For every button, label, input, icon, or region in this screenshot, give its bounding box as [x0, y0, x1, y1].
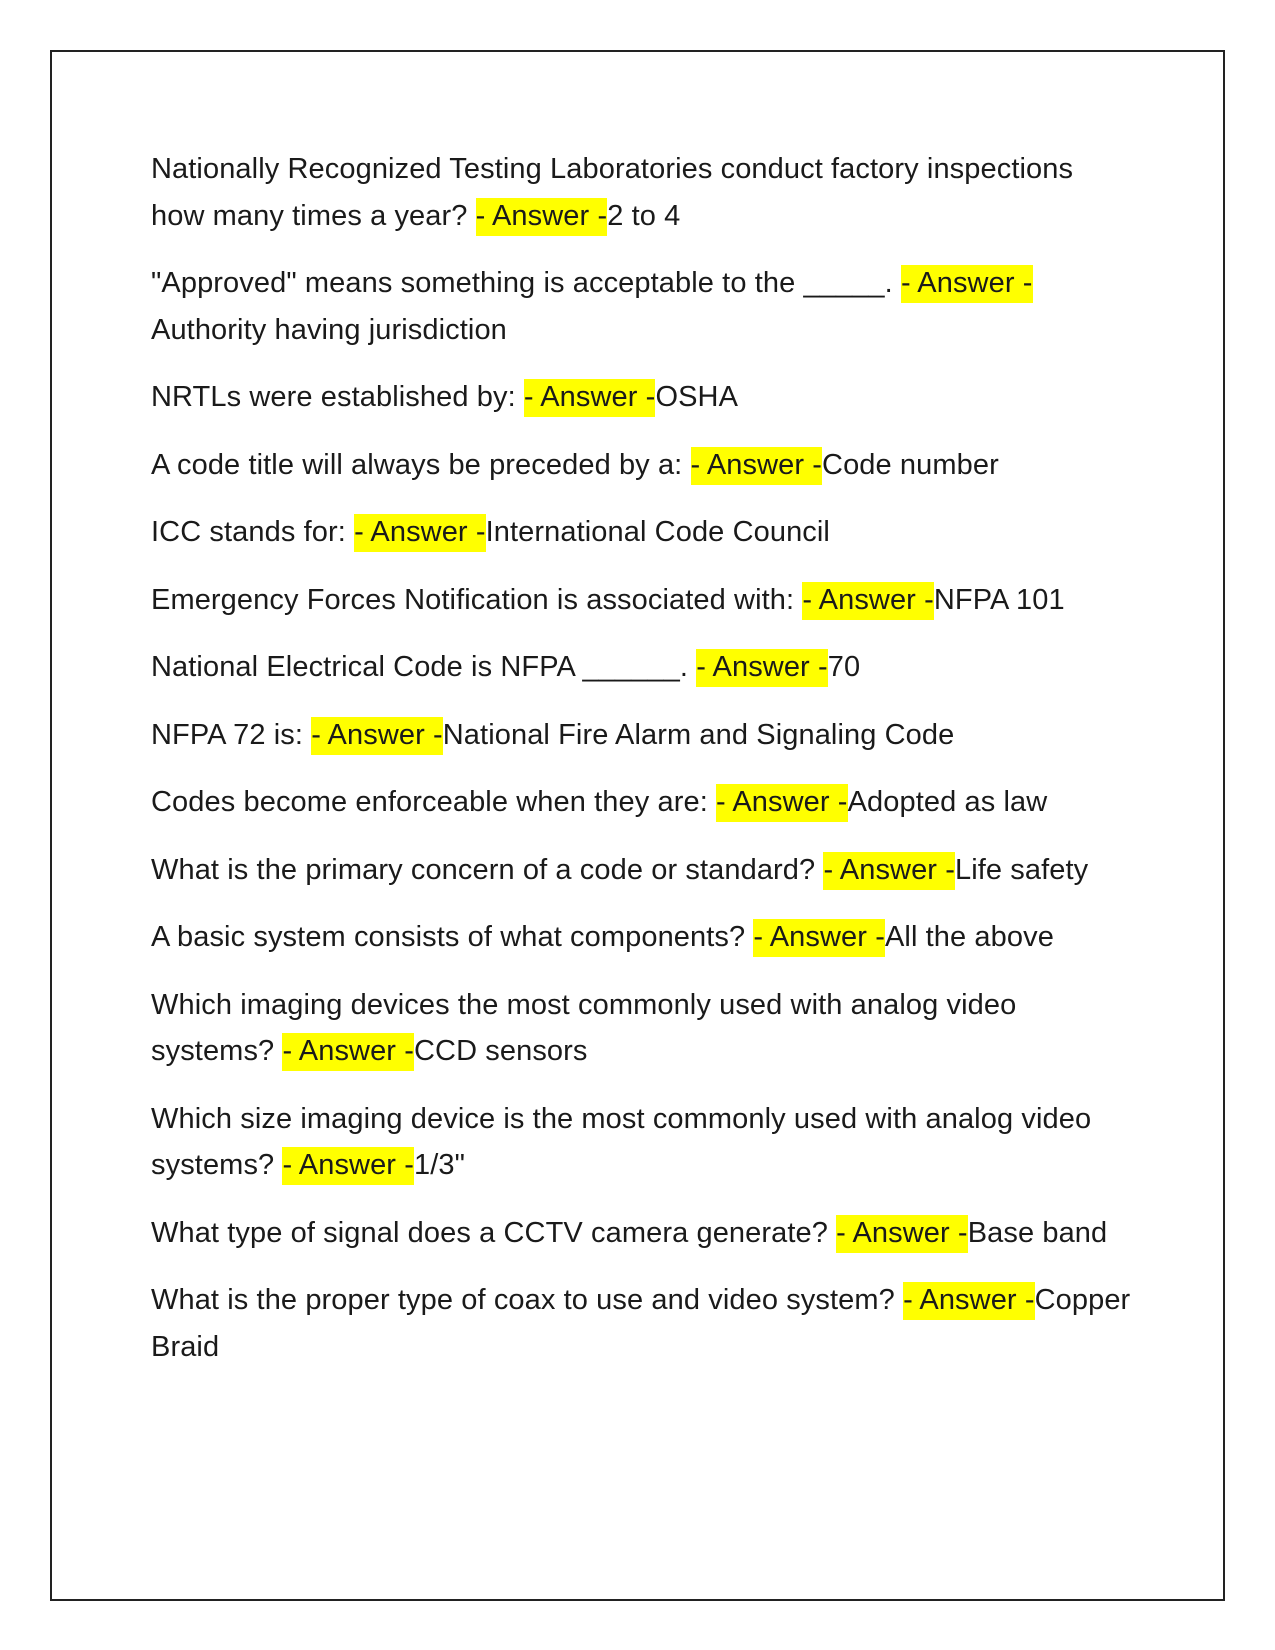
qa-item [151, 442, 1131, 489]
qa-item [151, 509, 1131, 556]
answer-marker-highlight: - Answer - [691, 447, 823, 485]
question-text: Emergency Forces Notification is associated with: [151, 583, 795, 616]
answer-text: Authority having jurisdiction [151, 313, 507, 346]
answer-marker-highlight: - Answer - [716, 784, 848, 822]
answer-marker-highlight: - Answer - [282, 1147, 414, 1185]
answer-marker-highlight: - Answer - [901, 265, 1033, 303]
answer-marker-highlight: - Answer - [903, 1282, 1035, 1320]
answer-marker-highlight: - Answer - [311, 717, 443, 755]
question-text: Which imaging devices the most commonly used with analog video systems? [151, 988, 1017, 1067]
question-text: ICC stands for: [151, 516, 346, 548]
answer-marker-highlight: - Answer - [802, 582, 934, 620]
qa-item [151, 1096, 1131, 1189]
question-text: "Approved" means something is acceptable to the _____. [151, 267, 893, 299]
answer-text: Copper Braid [151, 1284, 1131, 1363]
answer-marker-highlight: - Answer - [282, 1033, 414, 1071]
qa-list [151, 146, 1131, 1391]
answer-marker-highlight: - Answer - [354, 514, 486, 552]
question-text: Nationally Recognized Testing Laboratories conduct factory inspections how many times a year? [151, 153, 1074, 232]
answer-text: National Fire Alarm and Signaling Code [442, 718, 955, 751]
question-text: What is the proper type of coax to use and video system? [151, 1284, 895, 1316]
answer-marker-highlight: - Answer - [836, 1215, 968, 1253]
qa-item [151, 1210, 1131, 1257]
answer-text: All the above [884, 921, 1054, 953]
answer-text: OSHA [655, 381, 739, 413]
question-text: Codes become enforceable when they are: [151, 786, 708, 818]
qa-item [151, 847, 1131, 894]
question-text: Which size imaging device is the most commonly used with analog video systems? [151, 1102, 1092, 1181]
answer-text: Code number [822, 448, 999, 481]
qa-item [151, 644, 1131, 691]
question-text: What type of signal does a CCTV camera generate? [151, 1216, 828, 1249]
answer-text: 70 [827, 651, 861, 683]
question-text: National Electrical Code is NFPA ______. [151, 651, 689, 683]
qa-item [151, 577, 1131, 624]
answer-text: NFPA 101 [933, 583, 1065, 616]
answer-marker-highlight: - Answer - [476, 198, 608, 236]
qa-item [151, 374, 1131, 421]
qa-item [151, 982, 1131, 1075]
question-text: A code title will always be preceded by a: [151, 448, 683, 481]
answer-text: Life safety [954, 853, 1089, 886]
qa-item [151, 914, 1131, 961]
answer-marker-highlight: - Answer - [753, 919, 885, 957]
answer-text: International Code Council [485, 516, 830, 548]
answer-text: Adopted as law [847, 786, 1048, 818]
qa-item [151, 712, 1131, 759]
answer-text: CCD sensors [413, 1035, 588, 1067]
answer-marker-highlight: - Answer - [524, 379, 656, 417]
answer-marker-highlight: - Answer - [823, 852, 955, 890]
qa-item [151, 779, 1131, 826]
qa-item [151, 146, 1131, 239]
question-text: NFPA 72 is: [151, 718, 304, 751]
question-text: NRTLs were established by: [151, 381, 516, 413]
question-text: A basic system consists of what components? [151, 921, 746, 953]
answer-text: 2 to 4 [607, 199, 681, 232]
qa-item [151, 260, 1131, 353]
qa-item [151, 1277, 1131, 1370]
question-text: What is the primary concern of a code or standard? [151, 853, 816, 886]
answer-text: Base band [967, 1216, 1108, 1249]
answer-text: 1/3" [413, 1149, 465, 1181]
answer-marker-highlight: - Answer - [696, 649, 828, 687]
